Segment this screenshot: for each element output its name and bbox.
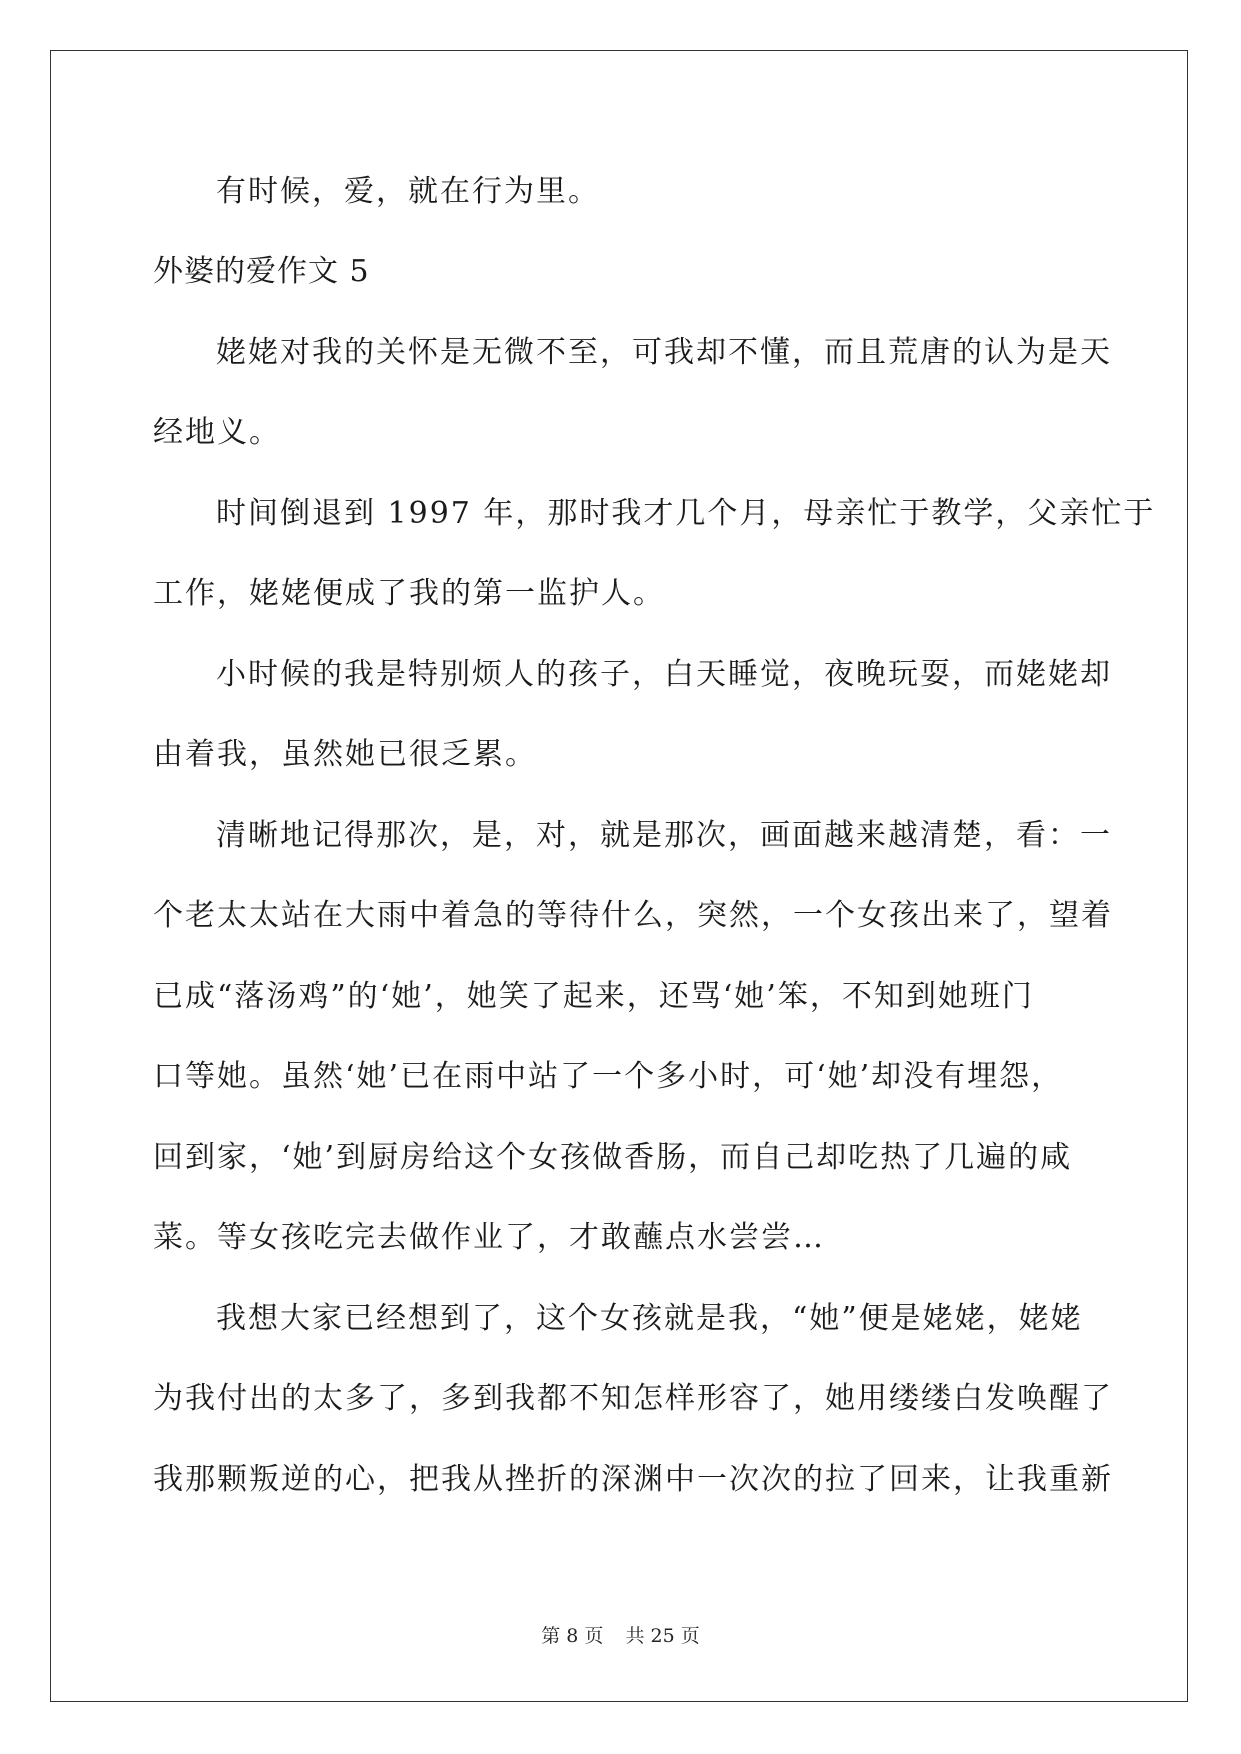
paragraph-line: 为我付出的太多了，多到我都不知怎样形容了，她用缕缕白发唤醒了 xyxy=(153,1381,1113,1416)
paragraph-line: 口等她。虽然‘她’已在雨中站了一个多小时，可‘她’却没有埋怨， xyxy=(153,1059,1064,1094)
section-heading: 外婆的爱作文 5 xyxy=(153,254,370,289)
page-number: 第 8 页 xyxy=(541,1625,604,1647)
paragraph-line: 清晰地记得那次，是，对，就是那次，画面越来越清楚，看：一 xyxy=(216,818,1112,853)
paragraph-line: 已成“落汤鸡”的‘她’，她笑了起来，还骂‘她’笨，不知到她班门 xyxy=(153,979,1034,1014)
paragraph-line: 我那颗叛逆的心，把我从挫折的深渊中一次次的拉了回来，让我重新 xyxy=(153,1462,1113,1497)
page-border xyxy=(50,50,1188,1702)
paragraph-line: 菜。等女孩吃完去做作业了，才敢蘸点水尝尝… xyxy=(153,1220,825,1255)
paragraph-line: 时间倒退到 1997 年，那时我才几个月，母亲忙于教学，父亲忙于 xyxy=(216,496,1156,531)
page-total: 共 25 页 xyxy=(625,1625,700,1647)
paragraph-line: 个老太太站在大雨中着急的等待什么，突然，一个女孩出来了，望着 xyxy=(153,898,1113,933)
paragraph-line: 小时候的我是特别烦人的孩子，白天睡觉，夜晚玩耍，而姥姥却 xyxy=(216,657,1112,692)
paragraph-line: 经地义。 xyxy=(153,415,281,450)
paragraph-line: 回到家，‘她’到厨房给这个女孩做香肠，而自己却吃热了几遍的咸 xyxy=(153,1140,1073,1175)
paragraph-line: 姥姥对我的关怀是无微不至，可我却不懂，而且荒唐的认为是天 xyxy=(216,335,1112,370)
paragraph-line: 我想大家已经想到了，这个女孩就是我，“她”便是姥姥，姥姥 xyxy=(216,1301,1083,1336)
paragraph-line: 有时候，爱，就在行为里。 xyxy=(216,174,600,209)
page-footer xyxy=(0,1624,1241,1648)
paragraph-line: 由着我，虽然她已很乏累。 xyxy=(153,737,537,772)
paragraph-line: 工作，姥姥便成了我的第一监护人。 xyxy=(153,576,665,611)
